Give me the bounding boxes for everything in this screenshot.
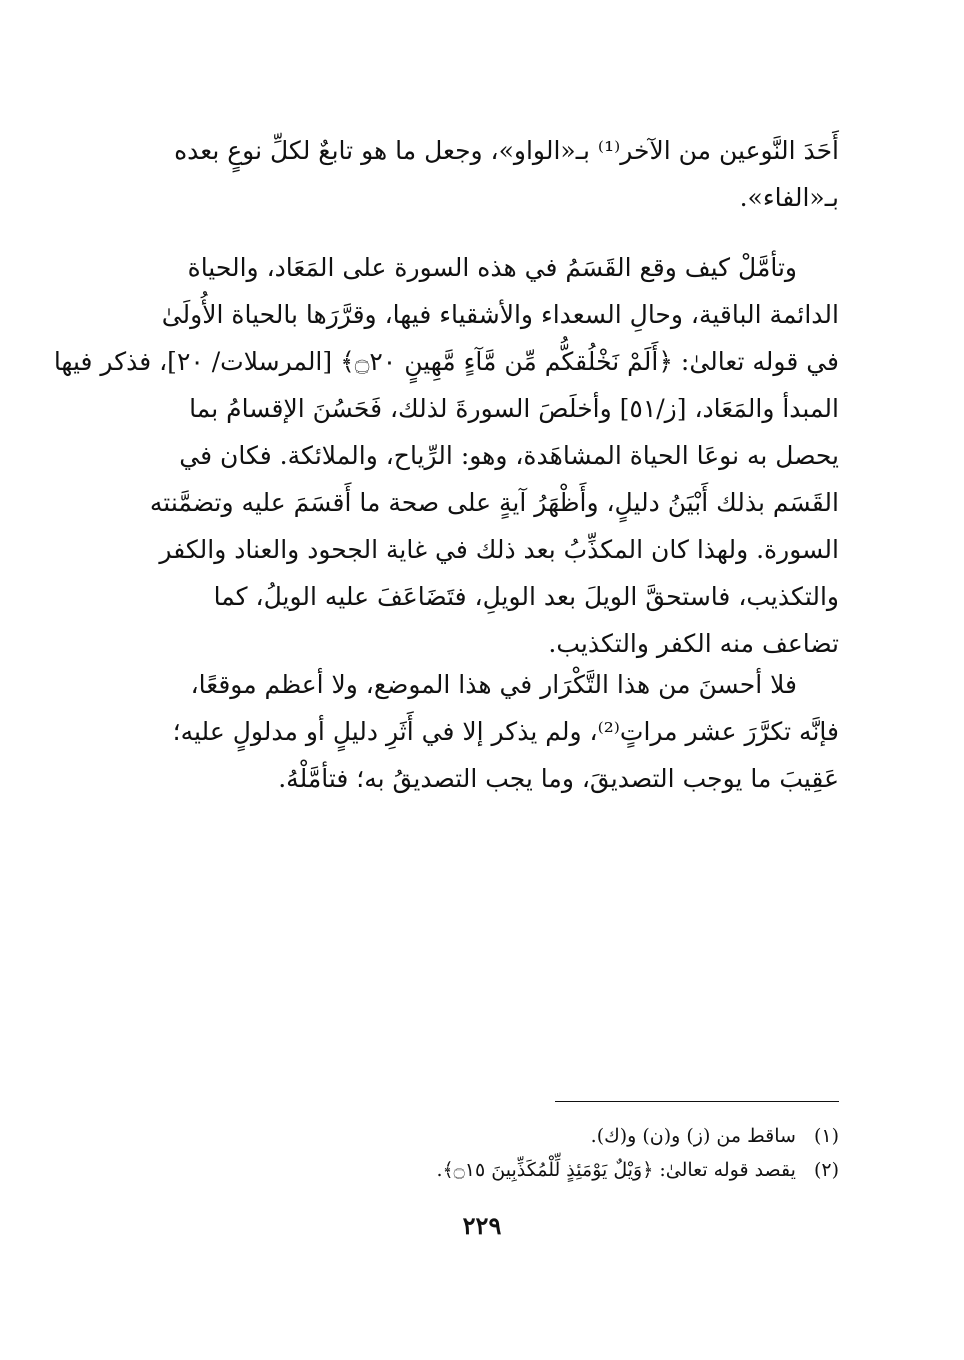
footnote-text: ساقط من (ز) و(ن) و(ك). — [590, 1125, 796, 1147]
footnote-2 — [127, 1153, 839, 1187]
text-line: تضاعف منه الكفر والتكذيب. — [548, 629, 839, 658]
text-line: فلا أحسنَ من هذا التَّكْرَار في هذا الموضع، ولا أعظم موقعًا، — [190, 670, 797, 699]
text-line: عَقِيبَ ما يوجب التصديقَ، وما يجب التصديقُ به؛ فتأمَّلْهُ. — [278, 764, 839, 793]
paragraph-2 — [53, 244, 839, 667]
footnote-number: (١) — [813, 1125, 839, 1147]
text-line: يحصل به نوعَا الحياة المشاهَدة، وهو: الرِّياح، والملائكة. فكان في — [179, 441, 839, 470]
footnote-separator — [555, 1101, 839, 1102]
text-line: المبدأ والمَعَاد، [ز/٥١] وأخلَصَ السورةَ لذلك، فَحَسُنَ الإقسامُ بما — [189, 394, 839, 423]
footnote-1 — [127, 1119, 839, 1153]
paragraph-1 — [127, 127, 839, 221]
text-line: الدائمة الباقية، وحالِ السعداء والأشقياء فيها، وقرَّرَها بالحياة الأُولَىٰ — [161, 300, 839, 329]
text-line: السورة. ولهذا كان المكذِّبُ بعد ذلك في غاية الجحود والعناد والكفر — [159, 535, 839, 564]
footnote-text: يقصد قوله تعالىٰ: ﴿وَيْلٌ يَوْمَئِذٍ لِّلْمُكَذِّبِينَ ۝١٥﴾. — [436, 1159, 796, 1181]
text-line: القَسَم بذلك أَبْيَنُ دليلٍ، وأَظْهَرُ آيةٍ على صحة ما أَقسَمَ عليه وتضمَّنته — [149, 488, 839, 517]
text-line: بـ«الفاء». — [739, 183, 839, 212]
text-line: فإنَّه تكرَّرَ عشر مراتٍ⁽²⁾، ولم يذكر إلا في أَثَرِ دليلٍ أو مدلولٍ عليه؛ — [172, 717, 839, 746]
text-line: والتكذيب، فاستحقَّ الويلَ بعد الويلِ، فتَضَاعَفَ عليه الويلُ، كما — [213, 582, 839, 611]
page-number: ٢٢٩ — [462, 1211, 502, 1240]
paragraph-3 — [127, 661, 839, 802]
footnote-number: (٢) — [813, 1159, 839, 1181]
footnotes — [127, 1119, 839, 1187]
text-line: أَحَدَ النَّوعين من الآخر⁽¹⁾ بـ«الواو»، وجعل ما هو تابعٌ لكلِّ نوعٍ بعده — [174, 136, 839, 165]
text-line: وتأمَّلْ كيف وقع القَسَمُ في هذه السورة على المَعَاد، والحياة — [187, 253, 797, 282]
text-line: في قوله تعالىٰ: ﴿أَلَمْ نَخْلُقكُّم مِّن مَّآءٍ مَّهِينٍ ۝٢٠﴾ [المرسلات/ ٢٠]، فذكر فيها — [53, 347, 839, 376]
